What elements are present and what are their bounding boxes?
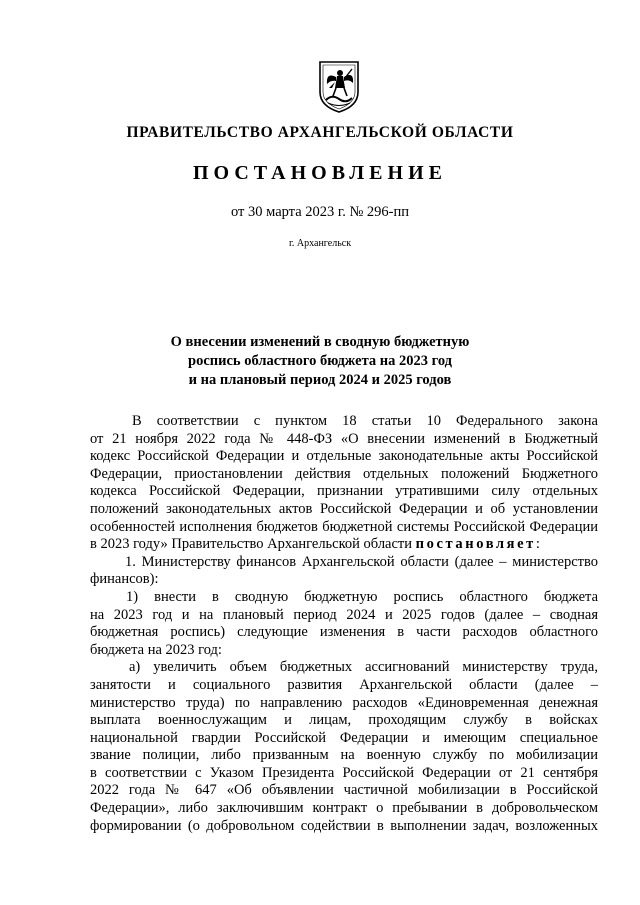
document-date-number: от 30 марта 2023 г. № 296-пп (230, 204, 410, 220)
body-line: занятости и социального развития Архангельской области (далее – (90, 676, 598, 693)
body-line: в соответствии с Указом Президента Российской Федерации от 21 сентября (90, 764, 598, 781)
body-line: Федерации», либо заключившим контракт о пребывании в добровольческом (90, 800, 598, 817)
arkhangelsk-coat-of-arms-icon (314, 58, 364, 114)
document-subject (0, 333, 640, 390)
body-line: кодекс Российской Федерации и отдельные законодательные акты Российской (90, 448, 598, 465)
body-line: бюджета на 2023 год: (90, 641, 222, 658)
document-city: г. Архангельск (288, 238, 352, 249)
document-type: ПОСТАНОВЛЕНИЕ (193, 162, 447, 184)
subject-line: роспись областного бюджета на 2023 год (188, 353, 452, 369)
body-line: Федерации, приостановлении действия отдельных положений Бюджетного (90, 465, 598, 482)
document-body (90, 413, 598, 835)
body-text: : (535, 536, 540, 553)
body-line: от 21 ноября 2022 года № 448-ФЗ «О внесении изменений в Бюджетный (90, 430, 598, 447)
body-text: в 2023 году» Правительство Архангельской области (90, 536, 413, 553)
body-line: 1) внести в сводную бюджетную роспись областного бюджета (126, 588, 598, 605)
resolution-keyword: постановляет (415, 536, 536, 553)
subject-line: и на плановый период 2024 и 2025 годов (188, 372, 452, 388)
body-line: особенностей исполнения бюджетов бюджетной системы Российской Федерации (90, 518, 598, 535)
body-line: бюджетная роспись) следующие изменения в части расходов областного (90, 624, 598, 641)
body-line: 2022 года № 647 «Об объявлении частичной мобилизации в Российской (90, 782, 598, 799)
government-name: ПРАВИТЕЛЬСТВО АРХАНГЕЛЬСКОЙ ОБЛАСТИ (126, 124, 514, 141)
body-line: а) увеличить объем бюджетных ассигнований министерству труда, (129, 659, 598, 676)
body-line: положений законодательных актов Российской Федерации и об установлении (90, 500, 598, 517)
body-line: В соответствии с пунктом 18 статьи 10 Федерального закона (132, 413, 598, 429)
body-line: министерство труда) по направлению расходов «Единовременная денежная (90, 694, 598, 711)
body-line: финансов): (90, 571, 159, 588)
body-line (90, 536, 598, 554)
body-line: на 2023 год и на плановый период 2024 и 2025 годов (далее – сводная (90, 606, 598, 623)
subject-line: О внесении изменений в сводную бюджетную (170, 334, 470, 350)
body-line: 1. Министерству финансов Архангельской области (далее – министерство (125, 553, 598, 570)
body-line: формировании (о добровольном содействии в выполнении задач, возложенных (90, 817, 598, 834)
body-line: звание полиции, либо призванным на военную службу по мобилизации (90, 747, 598, 764)
body-line: выплата военнослужащим и лицам, проходящим службу в войсках (90, 712, 598, 729)
body-line: национальной гвардии Российской Федерации и имеющим специальное (90, 729, 598, 746)
body-line: кодекса Российской Федерации, признании утратившими силу отдельных (90, 483, 598, 500)
